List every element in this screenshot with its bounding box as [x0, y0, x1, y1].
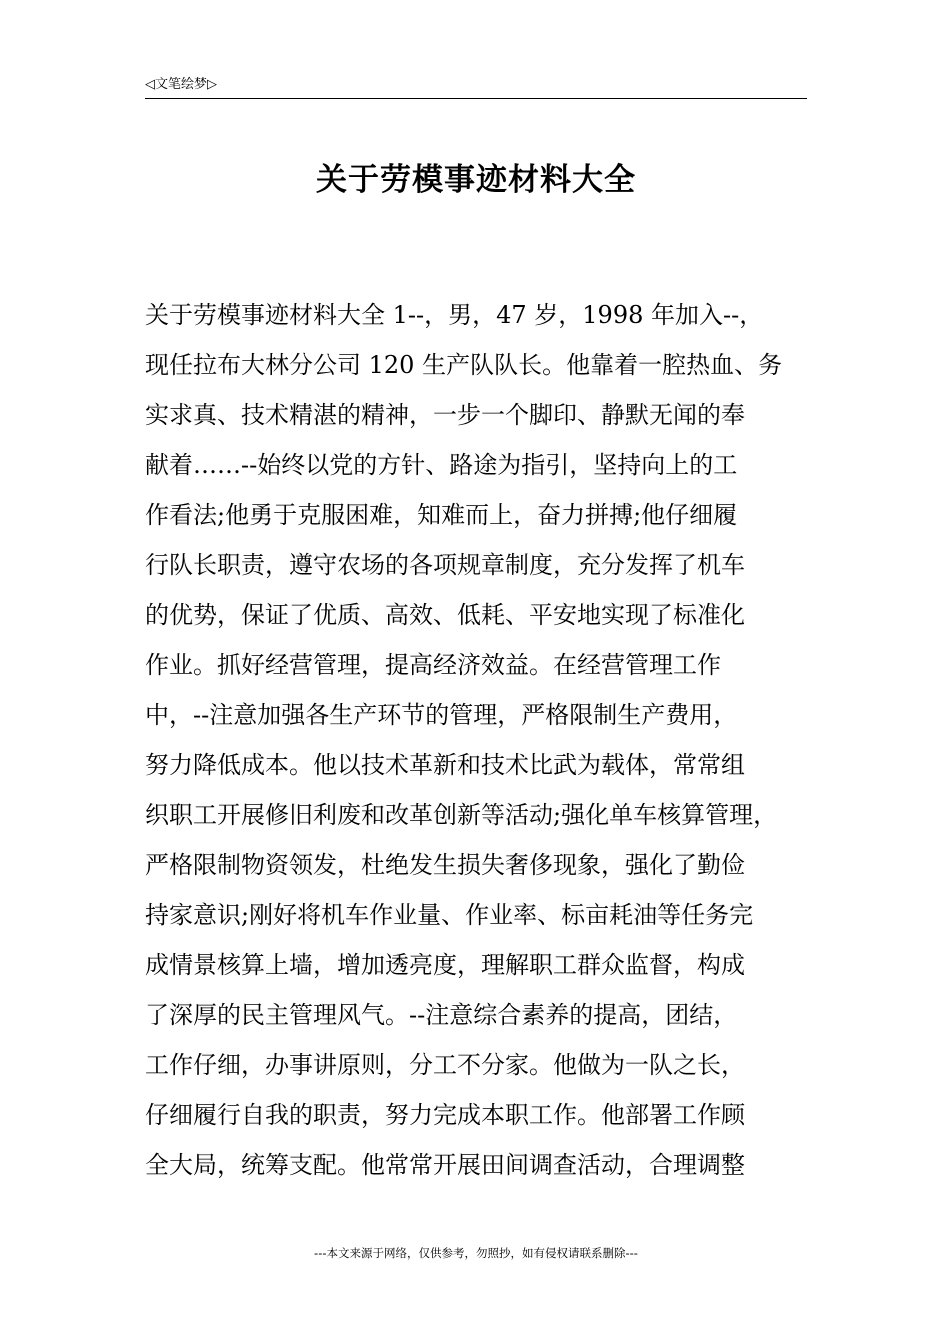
body-line: 全大局，统筹支配。他常常开展田间调查活动，合理调整 [145, 1151, 745, 1179]
body-line: 现任拉布大林分公司 120 生产队队长。他靠着一腔热血、务 [145, 351, 783, 379]
body-line: 实求真、技术精湛的精神，一步一个脚印、静默无闻的奉 [145, 401, 745, 429]
body-line: 持家意识;刚好将机车作业量、作业率、标亩耗油等任务完 [145, 901, 754, 929]
body-line: 关于劳模事迹材料大全 1--，男，47 岁，1998 年加入--， [145, 301, 764, 329]
body-line: 工作仔细，办事讲原则，分工不分家。他做为一队之长， [145, 1051, 745, 1079]
page-footer: ---本文来源于网络，仅供参考，勿照抄，如有侵权请联系删除--- [314, 1246, 638, 1260]
document-body [145, 290, 825, 1190]
body-line: 献着……--始终以党的方针、路途为指引，坚持向上的工 [145, 451, 738, 479]
body-line: 作看法;他勇于克服困难，知难而上，奋力拼搏;他仔细履 [145, 501, 738, 529]
body-line: 努力降低成本。他以技术革新和技术比武为载体，常常组 [145, 751, 745, 779]
header-text: ◁文笔绘梦▷ [145, 77, 217, 92]
body-line: 成情景核算上墙，增加透亮度，理解职工群众监督，构成 [145, 951, 745, 979]
body-line: 中，--注意加强各生产环节的管理，严格限制生产费用， [145, 701, 738, 729]
document-title: 关于劳模事迹材料大全 [316, 162, 636, 198]
body-line: 作业。抓好经营管理，提高经济效益。在经营管理工作 [145, 651, 721, 679]
body-line: 仔细履行自我的职责，努力完成本职工作。他部署工作顾 [145, 1101, 745, 1129]
page-header [145, 76, 807, 99]
body-line: 的优势，保证了优质、高效、低耗、平安地实现了标准化 [145, 601, 745, 629]
body-line: 严格限制物资领发，杜绝发生损失奢侈现象，强化了勤俭 [145, 851, 745, 879]
body-line: 行队长职责，遵守农场的各项规章制度，充分发挥了机车 [145, 551, 745, 579]
body-line: 了深厚的民主管理风气。--注意综合素养的提高，团结， [145, 1001, 738, 1029]
body-line: 织职工开展修旧利废和改革创新等活动;强化单车核算管理， [145, 801, 778, 829]
